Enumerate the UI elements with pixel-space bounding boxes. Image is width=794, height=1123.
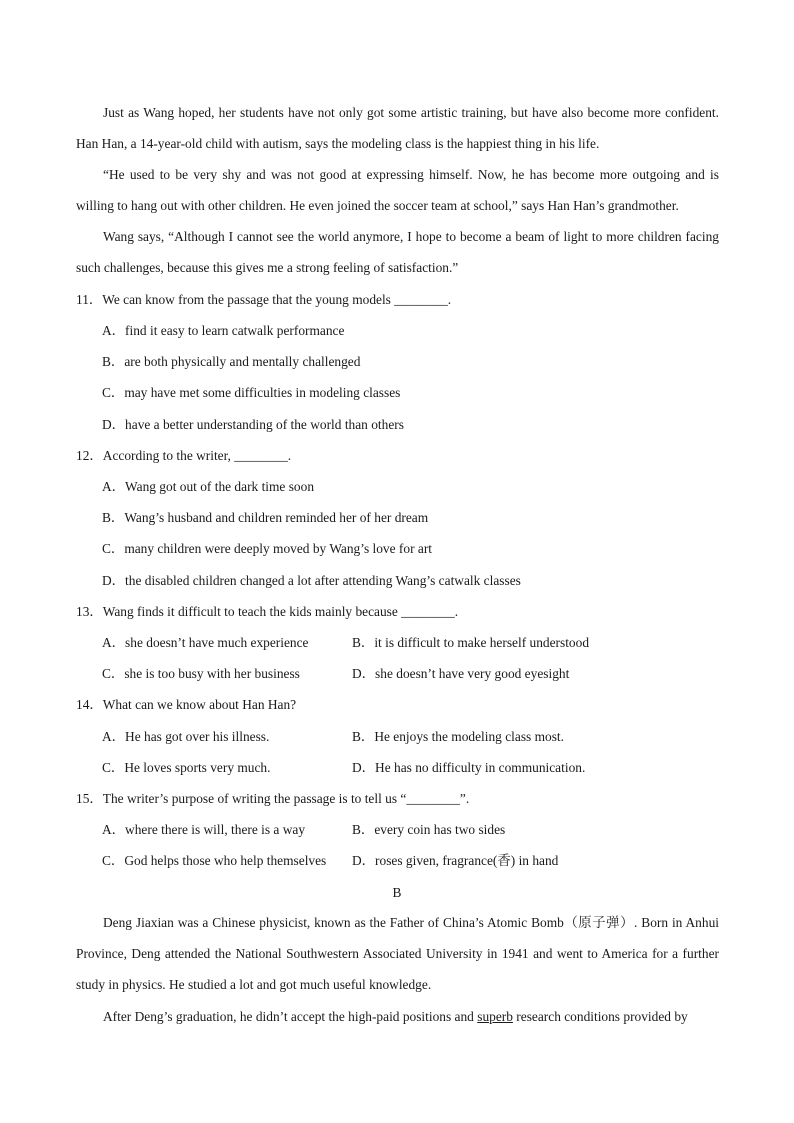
question-14-option-a: A．He has got over his illness. [102,729,270,744]
question-11-option-d: D．have a better understanding of the world than others [102,417,404,432]
question-14-option-c: C．He loves sports very much. [102,760,271,775]
question-12-option-b: B．Wang’s husband and children reminded her of her dream [102,510,429,525]
question-15-option-b: B．every coin has two sides [352,822,506,837]
question-15-option-a: A．where there is will, there is a way [102,822,306,837]
question-12-stem: 12．According to the writer, ________. [76,448,292,463]
section-b-paragraph-2: After Deng’s graduation, he didn’t accept the high-paid positions and superb research conditions provided by [103,1009,688,1024]
question-15-stem: 15．The writer’s purpose of writing the passage is to tell us “________”. [76,791,470,806]
underlined-word: superb [477,1009,513,1024]
question-12-option-d: D．the disabled children changed a lot after attending Wang’s catwalk classes [102,573,521,588]
section-b-paragraph-1: Deng Jiaxian was a Chinese physicist, known as the Father of China’s Atomic Bomb（原子弹）. Born in Anhui Province, Deng attended the National Southwestern Associated University in 1941 and went to America for a further study in physics. He studied a lot and got much useful knowledge. [76,915,719,993]
question-13-stem: 13．Wang finds it difficult to teach the kids mainly because ________. [76,604,459,619]
passage-a-paragraph-1: Just as Wang hoped, her students have not only got some artistic training, but have also become more confident. Han Han, a 14-year-old child with autism, says the modeling class is the happiest thing in his life. [76,105,719,152]
question-14-option-b: B．He enjoys the modeling class most. [352,729,564,744]
question-11-stem: 11．We can know from the passage that the young models ________. [76,292,452,307]
question-12-option-c: C．many children were deeply moved by Wang’s love for art [102,541,432,556]
question-11-option-b: B．are both physically and mentally challenged [102,354,361,369]
question-13-option-c: C．she is too busy with her business [102,666,300,681]
question-11-option-c: C．may have met some difficulties in modeling classes [102,385,401,400]
section-b-heading: B [392,885,402,900]
question-15-option-d: D．roses given, fragrance(香) in hand [352,853,559,868]
question-13-option-a: A．she doesn’t have much experience [102,635,309,650]
passage-a-paragraph-3: Wang says, “Although I cannot see the world anymore, I hope to become a beam of light to more children facing such challenges, because this gives me a strong feeling of satisfaction.” [76,229,719,276]
question-12-option-a: A．Wang got out of the dark time soon [102,479,315,494]
question-13-option-d: D．she doesn’t have very good eyesight [352,666,570,681]
question-13-option-b: B．it is difficult to make herself understood [352,635,590,650]
question-11-option-a: A．find it easy to learn catwalk performance [102,323,345,338]
question-15-option-c: C．God helps those who help themselves [102,853,327,868]
question-14-stem: 14．What can we know about Han Han? [76,697,297,712]
passage-a-paragraph-2: “He used to be very shy and was not good at expressing himself. Now, he has become more outgoing and is willing to hang out with other children. He even joined the soccer team at school,” says Han Han’s grandmother. [76,167,719,214]
question-14-option-d: D．He has no difficulty in communication. [352,760,586,775]
